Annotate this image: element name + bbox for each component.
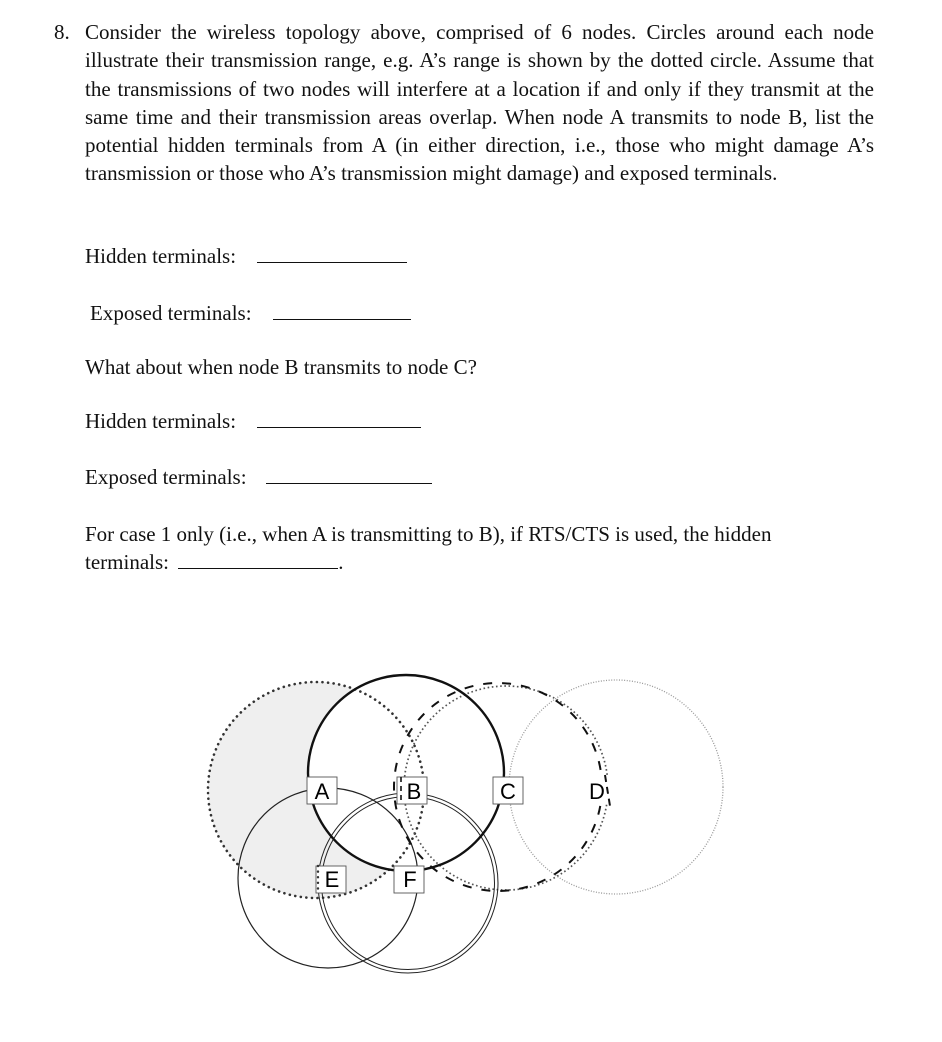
range-d-circle <box>509 680 723 894</box>
node-c-label: C <box>500 779 516 804</box>
rts-period: . <box>338 550 344 575</box>
rts-question-text: For case 1 only (i.e., when A is transmitting to B), if RTS/CTS is used, the hidden terminals: <box>85 522 772 575</box>
node-d-label: D <box>589 779 605 804</box>
question-number: 8. <box>54 20 70 44</box>
case2-exposed-label: Exposed terminals: <box>85 465 247 489</box>
case2-hidden-label: Hidden terminals: <box>85 409 237 433</box>
node-e-label: E <box>324 867 340 892</box>
case1-exposed-label: Exposed terminals: <box>90 301 252 325</box>
question-text: Consider the wireless topology above, comprised of 6 nodes. Circles around each node illustrate their transmission range, e.g. A’s range is shown by the dotted circle. Assume that the transmissions of two nodes will interfere at a location if and only if they transmit at the same time and their transmission areas overlap. When node A transmits to node B, list the potential hidden terminals from A (in either direction, i.e., those who might damage A’s transmission or those who A’s transmission might damage) and exposed terminals. <box>85 20 874 186</box>
case2-prompt: What about when node B transmits to node C? <box>85 355 477 379</box>
node-a-label: A <box>314 779 330 804</box>
node-b-label: B <box>406 779 422 804</box>
case1-hidden-label: Hidden terminals: <box>85 244 237 268</box>
node-f-label: F <box>403 867 417 892</box>
